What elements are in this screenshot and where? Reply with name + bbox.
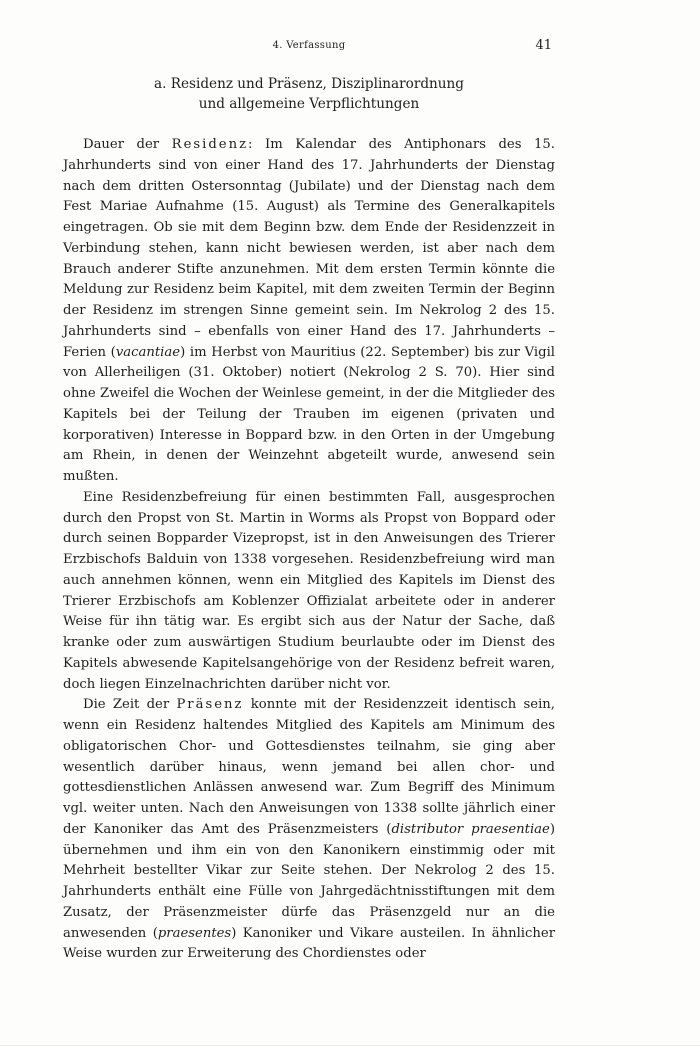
spaced-term: Präsenz bbox=[176, 697, 244, 713]
page-bottom-edge bbox=[0, 1045, 700, 1046]
paragraph-text: : Im Kalendar des Antiphonars des 15. Jahrhunderts sind von einer Hand des 17. Jahrhunderts der Dienstag nach dem dritten Ostersonntag (Jubilate) und der Dienstag nach dem Fest Mariae Aufnahme (15. August) als Termine des Generalkapitels eingetragen. Ob sie mit dem Beginn bzw. dem Ende der Residenzzeit in Verbindung stehen, kann nicht bewiesen werden, ist aber nach dem Brauch anderer Stifte anzunehmen. Mit dem ersten Termin könnte die Meldung zur Residenz beim Kapitel, mit dem zweiten Termin der Beginn der Residenz im strengen Sinne gemeint sein. Im Nekrolog 2 des 15. Jahrhunderts sind – ebenfalls von einer Hand des 17. Jahrhunderts – Ferien ( bbox=[63, 137, 555, 360]
paragraph-residenzbefreiung bbox=[63, 488, 555, 696]
section-title-line-1: a. Residenz und Präsenz, Disziplinarordnung bbox=[153, 76, 465, 92]
paragraph-text: konnte mit der Residenzzeit identisch sein, wenn ein Residenz haltendes Mitglied des Kapitels am Minimum des obligatorischen Chor- und Gottesdienstes teilnahm, sie ging aber wesentlich darüber hinaus, wenn jemand bei allen chor- und gottesdienstlichen Anlässen anwesend war. Zum Begriff des Minimum vgl. weiter unten. Nach den Anweisungen von 1338 sollte jährlich einer der Kanoniker das Amt des Präsenzmeisters ( bbox=[63, 697, 555, 837]
body-text bbox=[63, 135, 555, 965]
paragraph-residenz bbox=[63, 135, 555, 488]
italic-term-2: praesentes bbox=[157, 925, 232, 941]
paragraph-praesenz bbox=[63, 695, 555, 965]
paragraph-text-2: ) übernehmen und ihm ein von den Kanonikern einstimmig oder mit Mehrheit bestellter Vikar zur Seite stehen. Der Nekrolog 2 des 15. Jahrhunderts enthält eine Fülle von Jahrgedächtnisstiftungen mit dem Zusatz, der Präsenzmeister dürfe das Präsenzgeld nur an die anwesenden ( bbox=[63, 821, 555, 941]
paragraph-text-rest: ) im Herbst von Mauritius (22. September) bis zur Vigil von Allerheiligen (31. Oktober) notiert (Nekrolog 2 S. 70). Hier sind ohne Zweifel die Wochen der Weinlese gemeint, in der die Mitglieder des Kapitels bei der Teilung der Trauben im eigenen (privaten und korporativen) Interesse in Boppard bzw. in den Orten in der Umgebung am Rhein, in denen der Weinzehnt abgeteilt wurde, anwesend sein mußten. bbox=[63, 344, 556, 484]
italic-term: distributor praesentiae bbox=[391, 821, 550, 837]
section-title-line-2: und allgemeine Verpflichtungen bbox=[198, 96, 420, 112]
paragraph-lead: Die Zeit der bbox=[83, 697, 177, 713]
running-head: 4. Verfassung bbox=[272, 40, 346, 51]
italic-term: vacantiae bbox=[115, 344, 181, 360]
paragraph-text-rest: ) Kanoniker und Vikare austeilen. In ähnlicher Weise wurden zur Erweiterung des Chordienstes oder bbox=[63, 925, 555, 962]
spaced-term: Residenz bbox=[171, 137, 249, 152]
page-number: 41 bbox=[535, 38, 552, 53]
section-title bbox=[63, 74, 555, 114]
paragraph-lead: Dauer der bbox=[83, 137, 172, 152]
paragraph-text: Eine Residenzbefreiung für einen bestimmten Fall, ausgesprochen durch den Propst von St. Martin in Worms als Propst von Boppard oder durch seinen Bopparder Vizepropst, ist in den Anweisungen des Trierer Erzbischofs Balduin von 1338 vorgesehen. Residenzbefreiung wird man auch annehmen können, wenn ein Mitglied des Kapitels im Dienst des Trierer Erzbischofs am Koblenzer Offizialat arbeitete oder in anderer Weise für ihn tätig war. Es ergibt sich aus der Natur der Sache, daß kranke oder zum auswärtigen Studium beurlaubte oder im Dienst des Kapitels abwesende Kapitelsangehörige von der Residenz befreit waren, doch liegen Einzelnachrichten darüber nicht vor. bbox=[63, 489, 555, 692]
